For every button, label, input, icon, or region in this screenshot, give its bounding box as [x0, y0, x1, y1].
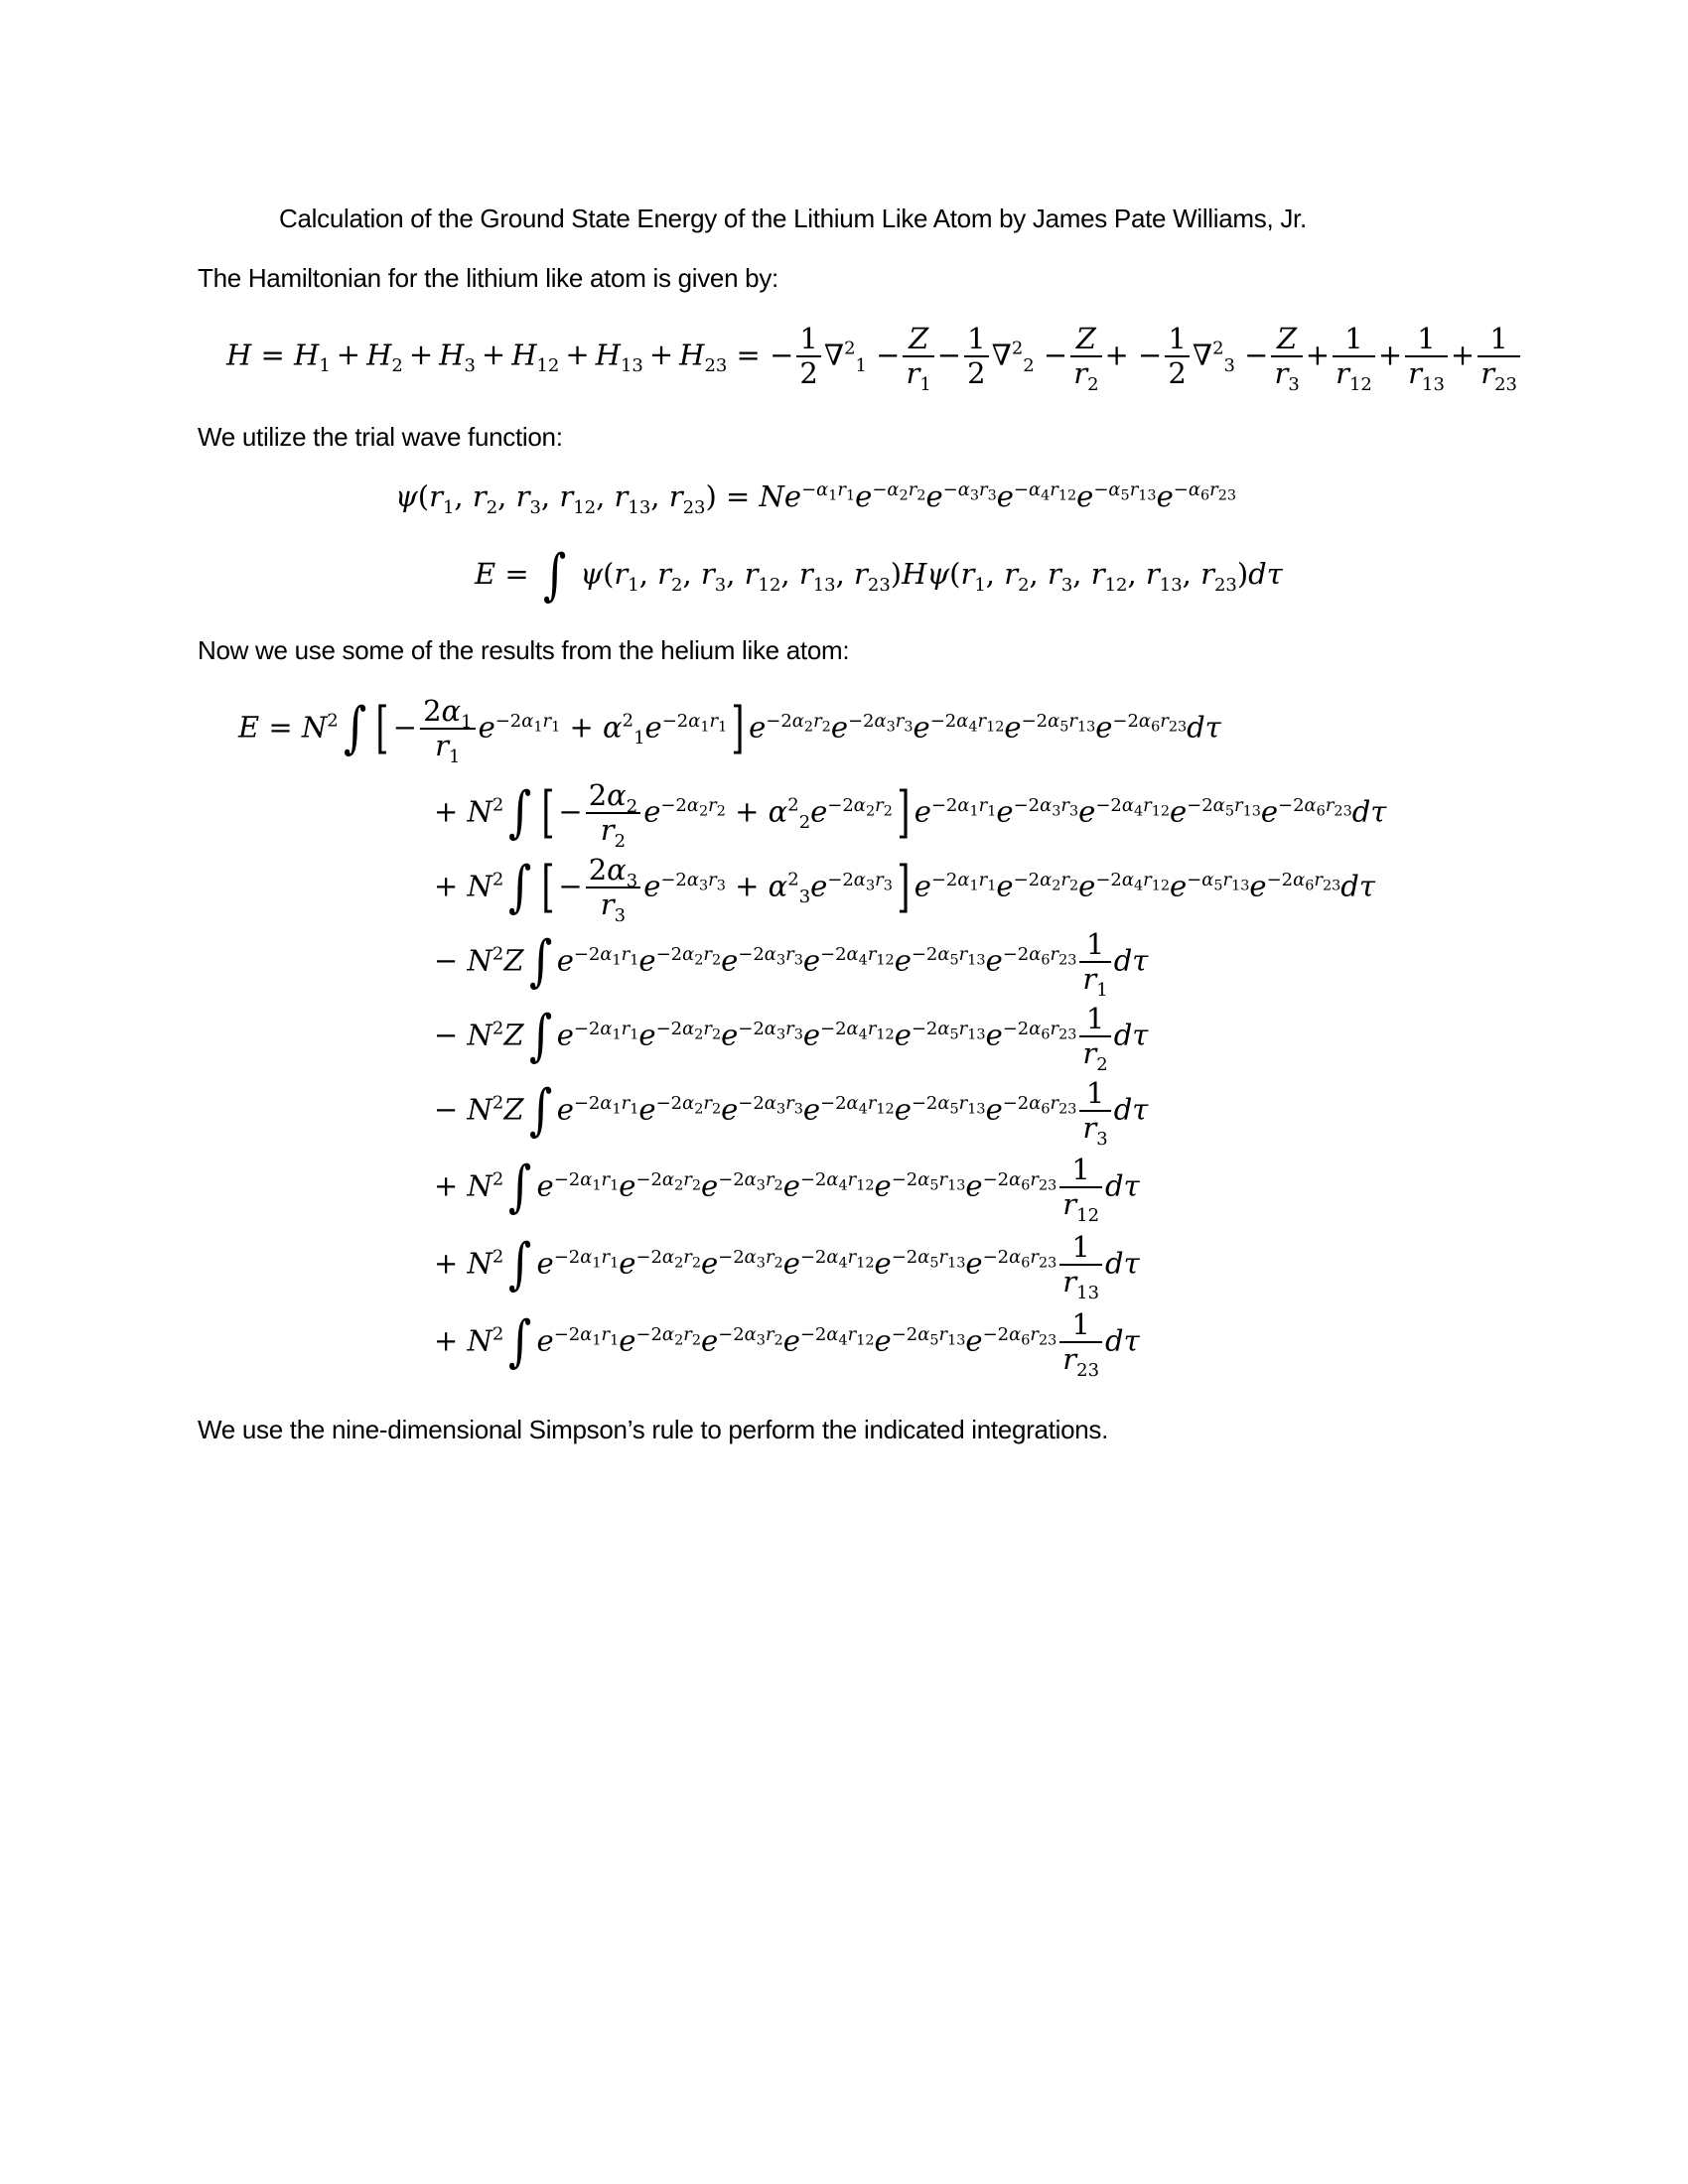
- helium-intro: Now we use some of the results from the helium like atom:: [198, 635, 850, 665]
- energy-expansion-line-2: + $N^2\int$ [ − $\frac{2\alpha_2}{r_2}$ $e^{-2\alpha_2r_2} + \alpha^2_2e^{-2\alpha_2r_2}$] $e^{-2\alpha_1r_1}e^{-2\alpha_3r_3}e^{-2\alpha_4r_{12}}e^{-2\alpha_5r_{13}}e^{-2\alpha_6r_{23}}d\tau$: [434, 778, 1387, 853]
- energy-expansion-line-8: + $N^2\int$ $e^{-2\alpha_1r_1}e^{-2\alpha_2r_2}e^{-2\alpha_3r_2}e^{-2\alpha_4r_{12}}e^{-2\alpha_5r_{13}}e^{-2\alpha_6r_{23}}$ $\frac{1}{r_{13}}$ dτ: [434, 1230, 1140, 1304]
- energy-expansion-line-6: − $N^2Z\int$ $e^{-2\alpha_1r_1}e^{-2\alpha_2r_2}e^{-2\alpha_3r_3}e^{-2\alpha_4r_{12}}e^{-2\alpha_5r_{13}}e^{-2\alpha_6r_{23}}$ $\frac{1}{r_3}$ dτ: [434, 1076, 1149, 1151]
- trial-wavefunction-equation: $\psi(r_1$, $r_2$, $r_3$, $r_{12}$, $r_{13}$, $r_{23}) = Ne^{-\alpha_1r_1}e^{-\alpha_2r_2}e^{-\alpha_3r_3}e^{-\alpha_4r_{12}}e^{-\alpha_5r_{13}}e^{-\alpha_6r_{23}}$: [395, 479, 1236, 518]
- energy-expansion-line-5: − $N^2Z\int$ $e^{-2\alpha_1r_1}e^{-2\alpha_2r_2}e^{-2\alpha_3r_3}e^{-2\alpha_4r_{12}}e^{-2\alpha_5r_{13}}e^{-2\alpha_6r_{23}}$ $\frac{1}{r_2}$ dτ: [434, 1002, 1149, 1076]
- energy-expansion-line-7: + $N^2\int$ $e^{-2\alpha_1r_1}e^{-2\alpha_2r_2}e^{-2\alpha_3r_2}e^{-2\alpha_4r_{12}}e^{-2\alpha_5r_{13}}e^{-2\alpha_6r_{23}}$ $\frac{1}{r_{12}}$ dτ: [434, 1153, 1140, 1227]
- energy-expansion-line-4: − $N^2Z\int$ $e^{-2\alpha_1r_1}e^{-2\alpha_2r_2}e^{-2\alpha_3r_3}e^{-2\alpha_4r_{12}}e^{-2\alpha_5r_{13}}e^{-2\alpha_6r_{23}}$ $\frac{1}{r_1}$ dτ: [434, 927, 1149, 1002]
- trial-intro: We utilize the trial wave function:: [198, 422, 563, 452]
- energy-expansion-line-9: + $N^2\int$ $e^{-2\alpha_1r_1}e^{-2\alpha_2r_2}e^{-2\alpha_3r_2}e^{-2\alpha_4r_{12}}e^{-2\alpha_5r_{13}}e^{-2\alpha_6r_{23}}$ $\frac{1}{r_{23}}$ dτ: [434, 1307, 1140, 1382]
- hamiltonian-intro: The Hamiltonian for the lithium like atom is given by:: [198, 263, 778, 293]
- energy-integral-equation: E = ∫ $\psi(r_1$, $r_2$, $r_3$, $r_{12}$, $r_{13}$, $r_{23})H\psi(r_1$, $r_2$, $r_3$, $r_{12}$, $r_{13}$, $r_{23})d\tau$: [475, 543, 1283, 608]
- conclusion-text: We use the nine-dimensional Simpson’s rule to perform the indicated integrations.: [198, 1415, 1109, 1444]
- document-title: Calculation of the Ground State Energy of the Lithium Like Atom by James Pate Williams, Jr.: [279, 204, 1307, 233]
- hamiltonian-equation: $H = H_1 + H_2 + H_3 + H_{12} + H_{13} + H_{23}$ = − $\frac{1}{2}$ ∇$^2_1$ − $\frac{Z}{r_1}$ − $\frac{1}{2}$ ∇$^2_2$ − $\frac{Z}{r_2}$ + − $\frac{1}{2}$ ∇$^2_3$ − $\frac{Z}{r_3}$ + $\frac{1}{r_{12}}$ + $\frac{1}{r_{13}}$ + $\frac{1}{r_{23}}$: [226, 323, 1523, 391]
- energy-expansion-line-3: + $N^2\int$ [ − $\frac{2\alpha_3}{r_3}$ $e^{-2\alpha_3r_3} + \alpha^2_3e^{-2\alpha_3r_3}$] $e^{-2\alpha_1r_1}e^{-2\alpha_2r_2}e^{-2\alpha_4r_{12}}e^{-\alpha_5r_{13}}e^{-2\alpha_6r_{23}}d\tau$: [434, 853, 1375, 927]
- energy-expansion-line-1: $E = N^2\int$ [ − $\frac{2\alpha_1}{r_1}$ $e^{-2\alpha_1r_1} + \alpha^2_1e^{-2\alpha_1r_1}$] $e^{-2\alpha_2r_2}e^{-2\alpha_3r_3}e^{-2\alpha_4r_{12}}e^{-2\alpha_5r_{13}}e^{-2\alpha_6r_{23}}d\tau$: [238, 694, 1221, 768]
